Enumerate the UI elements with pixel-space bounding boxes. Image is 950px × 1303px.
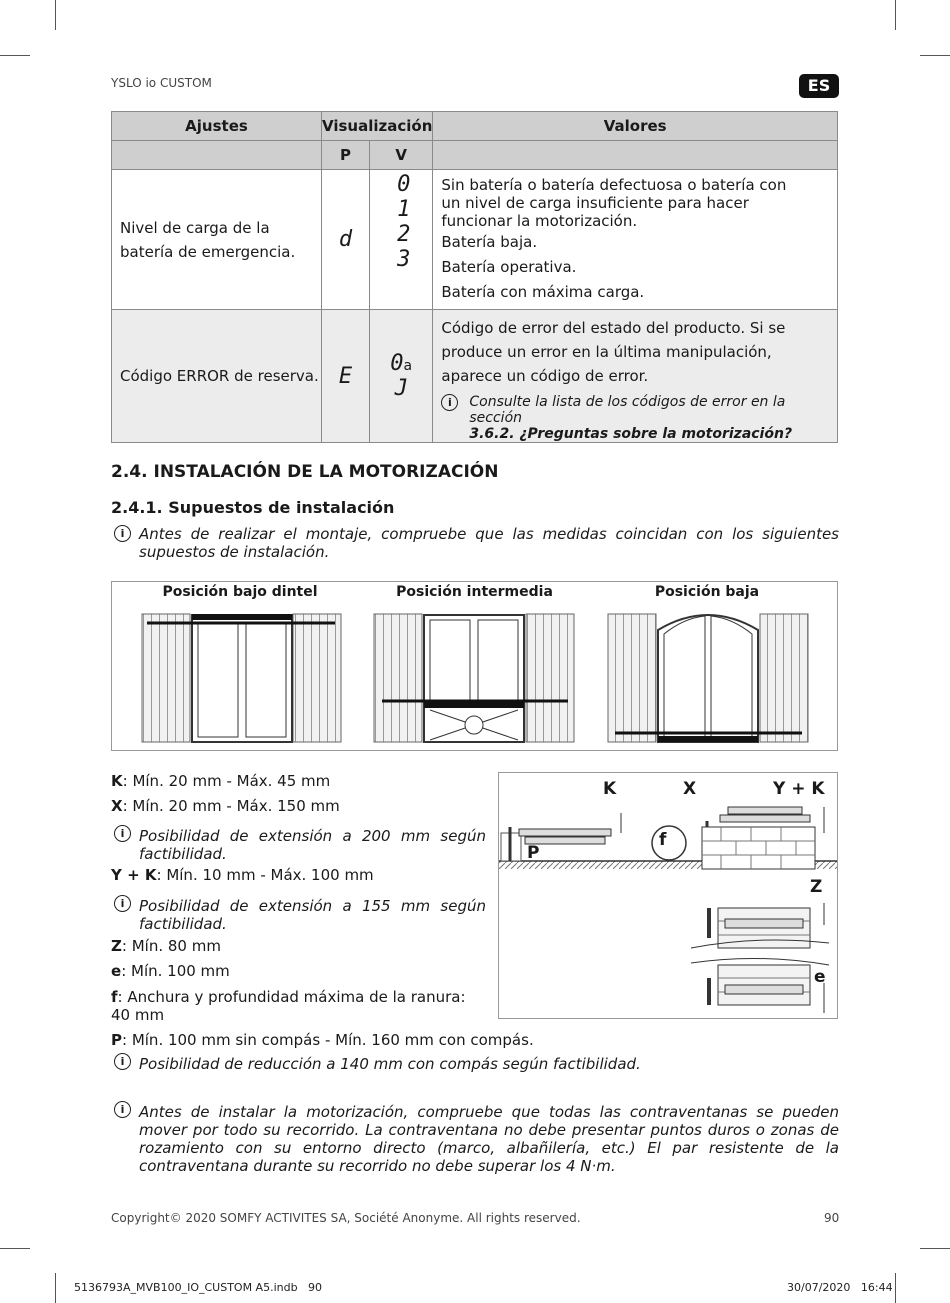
info-icon: i [114, 825, 131, 842]
table-row [112, 310, 838, 443]
measure-p: P: Mín. 100 mm sin compás - Mín. 160 mm con compás. [111, 1031, 534, 1049]
settings-table [111, 111, 838, 443]
slug-file: 5136793A_MVB100_IO_CUSTOM A5.indb 90 [74, 1281, 323, 1294]
table-row [112, 170, 838, 310]
measure-z: Z: Mín. 80 mm [111, 937, 221, 955]
page-number: 90 [824, 1211, 840, 1225]
diagram-label-k: K [603, 779, 617, 799]
measure-note: Posibilidad de reducción a 140 mm con compás según factibilidad. [139, 1055, 641, 1073]
section-subtitle: 2.4.1. Supuestos de instalación [111, 498, 395, 517]
measure-x: X: Mín. 20 mm - Máx. 150 mm [111, 797, 340, 815]
row2-valor: Código de error del estado del producto. Si se produce un error en la última manipulación, aparece un código de error. [441, 319, 786, 385]
footer-copyright: Copyright© 2020 SOMFY ACTIVITES SA, Société Anonyme. All rights reserved. [111, 1211, 581, 1225]
row2-p: E [322, 310, 370, 443]
row2-v: 0 [390, 351, 404, 376]
header-product: YSLO io CUSTOM [111, 76, 212, 90]
diagram-label-x: X [683, 779, 697, 799]
row2-v2: J [394, 376, 408, 401]
final-note: Antes de instalar la motorización, compruebe que todas las contraventanas se pueden mover por todo su recorrido. La contraventana no debe presentar puntos duros o zonas de rozamiento con su entorno directo (marco, albañilería, etc.) El par resistente de la contraventana durante su recorrido no debe superar los 4 N·m. [139, 1103, 839, 1175]
diagram-label-p: P [527, 843, 540, 863]
row1-ajuste: Nivel de carga de la batería de emergencia. [112, 170, 322, 310]
position-label: Posición bajo dintel [162, 584, 318, 600]
measure-e: e: Mín. 100 mm [111, 962, 230, 980]
col-ajustes: Ajustes [112, 112, 322, 141]
row1-v0: 0 [397, 172, 411, 197]
crop-mark [0, 55, 30, 56]
info-icon: i [441, 394, 458, 411]
crop-mark [920, 55, 950, 56]
dimensions-diagram [498, 772, 838, 1019]
info-icon: i [114, 1101, 131, 1118]
position-label: Posición baja [654, 584, 760, 600]
row1-valor-3: Batería con máxima carga. [441, 283, 645, 301]
row2-note-ref: 3.6.2. ¿Preguntas sobre la motorización? [469, 426, 793, 442]
col-p: P [322, 141, 370, 170]
crop-mark [920, 1248, 950, 1249]
col-v: V [370, 141, 433, 170]
measure-yk: Y + K: Mín. 10 mm - Máx. 100 mm [111, 866, 374, 884]
diagram-label-z: Z [810, 877, 823, 897]
position-label: Posición intermedia [396, 584, 553, 600]
row1-p: d [322, 170, 370, 310]
row1-valor-0: Sin batería o batería defectuosa o batería con un nivel de carga insuficiente para hacer funcionar la motorización. [441, 176, 787, 230]
crop-mark [55, 0, 56, 30]
diagram-label-f: f [659, 830, 667, 850]
row1-v1: 1 [397, 197, 411, 222]
slug-date: 30/07/2020 16:44 [787, 1281, 893, 1294]
measure-note: Posibilidad de extensión a 200 mm según factibilidad. [139, 827, 486, 863]
positions-figure [111, 581, 838, 751]
crop-mark [895, 1273, 896, 1303]
info-icon: i [114, 525, 131, 542]
col-valores: Valores [433, 112, 838, 141]
crop-mark [55, 1273, 56, 1303]
row1-valor-2: Batería operativa. [441, 258, 577, 276]
row1-v3: 3 [397, 247, 411, 272]
row2-note: Consulte la lista de los códigos de error en la sección [469, 394, 786, 426]
measure-note: Posibilidad de extensión a 155 mm según factibilidad. [139, 897, 486, 933]
row2-ajuste: Código ERROR de reserva. [112, 310, 322, 443]
row1-valor-1: Batería baja. [441, 233, 538, 251]
language-badge: ES [799, 74, 839, 98]
crop-mark [895, 0, 896, 30]
dimensions-illustration [499, 773, 837, 1018]
diagram-label-yk: Y + K [773, 779, 825, 799]
measure-f: f: Anchura y profundidad máxima de la ranura: 40 mm [111, 988, 466, 1024]
positions-illustration [112, 582, 837, 750]
info-icon: i [114, 1053, 131, 1070]
row1-v2: 2 [397, 222, 411, 247]
row2-v-suffix: a [403, 358, 413, 374]
diagram-label-e: e [814, 967, 826, 987]
intro-note: Antes de realizar el montaje, compruebe que las medidas coincidan con los siguientes supuestos de instalación. [139, 525, 839, 561]
info-icon: i [114, 895, 131, 912]
section-title: 2.4. INSTALACIÓN DE LA MOTORIZACIÓN [111, 462, 499, 482]
measure-k: K: Mín. 20 mm - Máx. 45 mm [111, 772, 331, 790]
col-visualizacion: Visualización [322, 112, 433, 141]
crop-mark [0, 1248, 30, 1249]
